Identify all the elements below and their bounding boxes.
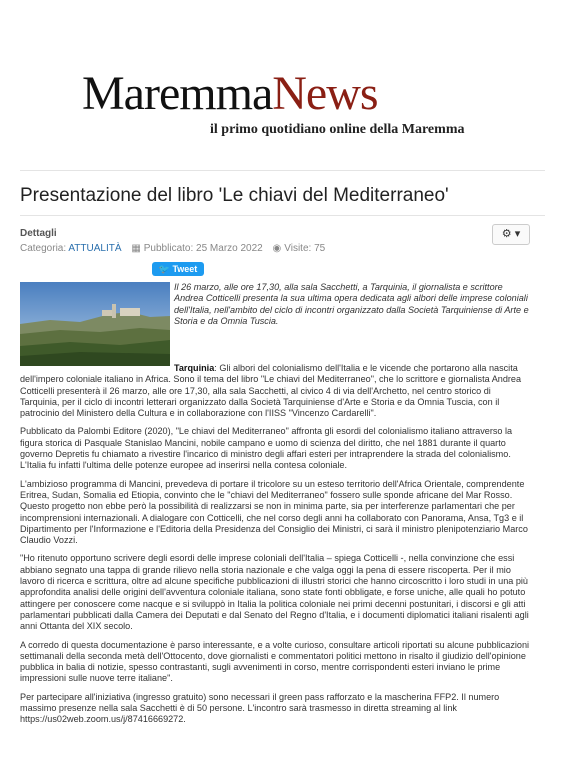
site-logo[interactable] (82, 67, 482, 140)
header-divider (20, 170, 545, 171)
caret-down-icon: ▾ (514, 228, 521, 240)
article-paragraph-2: Pubblicato da Palombi Editore (2020), "Le chiavi del Mediterraneo" affronta gli esordi del colonialismo italiano attraverso la figura storica di Pasquale Stanislao Mancini, nobile campano e uomo di scienza del diritto, che nel 1881 durante il quarto governo Depretis fu chiamato a rivestire l'incarico di ministro degli affari esteri per intraprendere la strada del colonialismo. L'Italia fu infatti l'ultima delle potenze europee ad inserirsi nella contesa coloniale. (20, 426, 513, 471)
tweet-label: Tweet (172, 264, 198, 274)
category-link[interactable]: ATTUALITÀ (68, 243, 122, 254)
article-paragraph-4: "Ho ritenuto opportuno scrivere degli esordi delle imprese coloniali dell'Italia – spiega Cotticelli -, nella convinzione che essi abbiano segnato una tappa di grande rilievo nella storia nazionale e che valga oggi la pena di essere riscoperta. Per il mio lavoro di ricerca e scrittura, oltre ad alcune specifiche pubblicazioni di illustri storici che hanno circoscritto i loro studi in una più approfondita analisi delle origini dell'avventura coloniale italiana, sono state fonti obbligate, e forse uniche, alle quali ho potuto attingere per conoscere come nacque e si sviluppò in Italia la politica coloniale nei primi decenni postunitari, i discorsi e gli atti parlamentari pubblicati dalla Camera dei Deputati e dal Senato del Regno d'Italia, e i documenti diplomatici italiani risalenti agli anni Ottanta del XIX secolo. (20, 553, 529, 632)
article-paragraph-1 (20, 363, 532, 419)
article-paragraph-3: L'ambizioso programma di Mancini, prevedeva di portare il tricolore su un esteso territorio dell'Africa Orientale, comprendente Eritrea, Sudan, Somalia ed Etiopia, convinto che le "chiavi del Mediterraneo" fossero sulle sponde africane del Mar Rosso. Questo progetto non ebbe però la possibilità di realizzarsi se non in minima parte, sia per interferenze parlamentari che per incomprensioni internazionali. A dialogare con Cotticelli, che nel corso degli anni ha collaborato con Panorama, Ansa, Tg3 e il Dipartimento per l'Informazione e l'Editoria della Presidenza del Consiglio dei Ministri, ci sarà il ministro plenipotenziario Marco Claudio Vozzi. (20, 478, 528, 546)
article-body (20, 282, 532, 733)
article-meta (20, 243, 325, 254)
location-lead: Tarquinia (174, 363, 215, 373)
gear-icon: ⚙ (501, 228, 512, 240)
article-photo (20, 282, 170, 366)
calendar-icon: ▦ (131, 243, 141, 254)
paragraph-1-text: : Gli albori del colonialismo dell'Italia e le vicende che portarono alla nascita dell'impero coloniale italiano in Africa. Sono il tema del libro "Le chiavi del Mediterraneo", che lo scrittore e giornalista Andrea Cotticelli presenterà il 26 marzo, alle ore 17,30, alla sala Sacchetti, al civico 4 di via dell'Archetto, nel centro storico di Tarquinia, per il ciclo di incontri letterari organizzato dalla Società Tarquiniense d'Arte e Storia e da Omnia Tuscia, con il patrocinio del Ministero della Cultura e in collaborazione con l'IISS "Vincenzo Cardarelli". (20, 363, 522, 419)
eye-icon: ◉ (272, 243, 282, 254)
logo-part-news: News (272, 67, 378, 120)
site-tagline: il primo quotidiano online della Maremma (210, 122, 465, 137)
logo-part-maremma: Maremma (82, 67, 273, 120)
published-date: Pubblicato: 25 Marzo 2022 (143, 243, 263, 254)
title-divider (20, 215, 545, 216)
article-paragraph-5: A corredo di questa documentazione è parso interessante, e a volte curioso, consultare articoli riportati su alcune pubblicazioni settimanali della seconda metà dell'Ottocento, dove giornalisti e commentatori politici mettono in risalto il giudizio dell'opinione pubblica in balia di notizie, spesso contrastanti, sugli avvenimenti in corso, mentre corrispondenti esteri inviano le prime impressioni sulle nuove terre italiane". (20, 639, 530, 684)
details-label: Dettagli (20, 228, 57, 239)
twitter-bird-icon: 🐦 (158, 264, 170, 274)
logo-wordmark (82, 67, 482, 120)
category-label: Categoria: (20, 243, 67, 254)
article-tools-button[interactable] (492, 224, 530, 245)
article-intro: Il 26 marzo, alle ore 17,30, alla sala Sacchetti, a Tarquinia, il giornalista e scrittore Andrea Cotticelli presenta la sua ultima opera dedicata agli albori delle imprese coloniali dell'Italia, nell'ambito del ciclo di incontri organizzato dalla Società Tarquiniense di Arte e Storia e da Omnia Tuscia. (174, 282, 529, 326)
visit-count: Visite: 75 (284, 243, 326, 254)
page-title: Presentazione del libro 'Le chiavi del Mediterraneo' (20, 185, 449, 206)
tweet-button[interactable] (152, 262, 204, 276)
article-paragraph-6: Per partecipare all'iniziativa (ingresso gratuito) sono necessari il green pass rafforzato e la mascherina FFP2. Il numero massimo presenze nella sala Sacchetti è di 50 persone. L'incontro sarà trasmesso in diretta streaming al link https://us02web.zoom.us/j/87416669272. (20, 691, 500, 725)
